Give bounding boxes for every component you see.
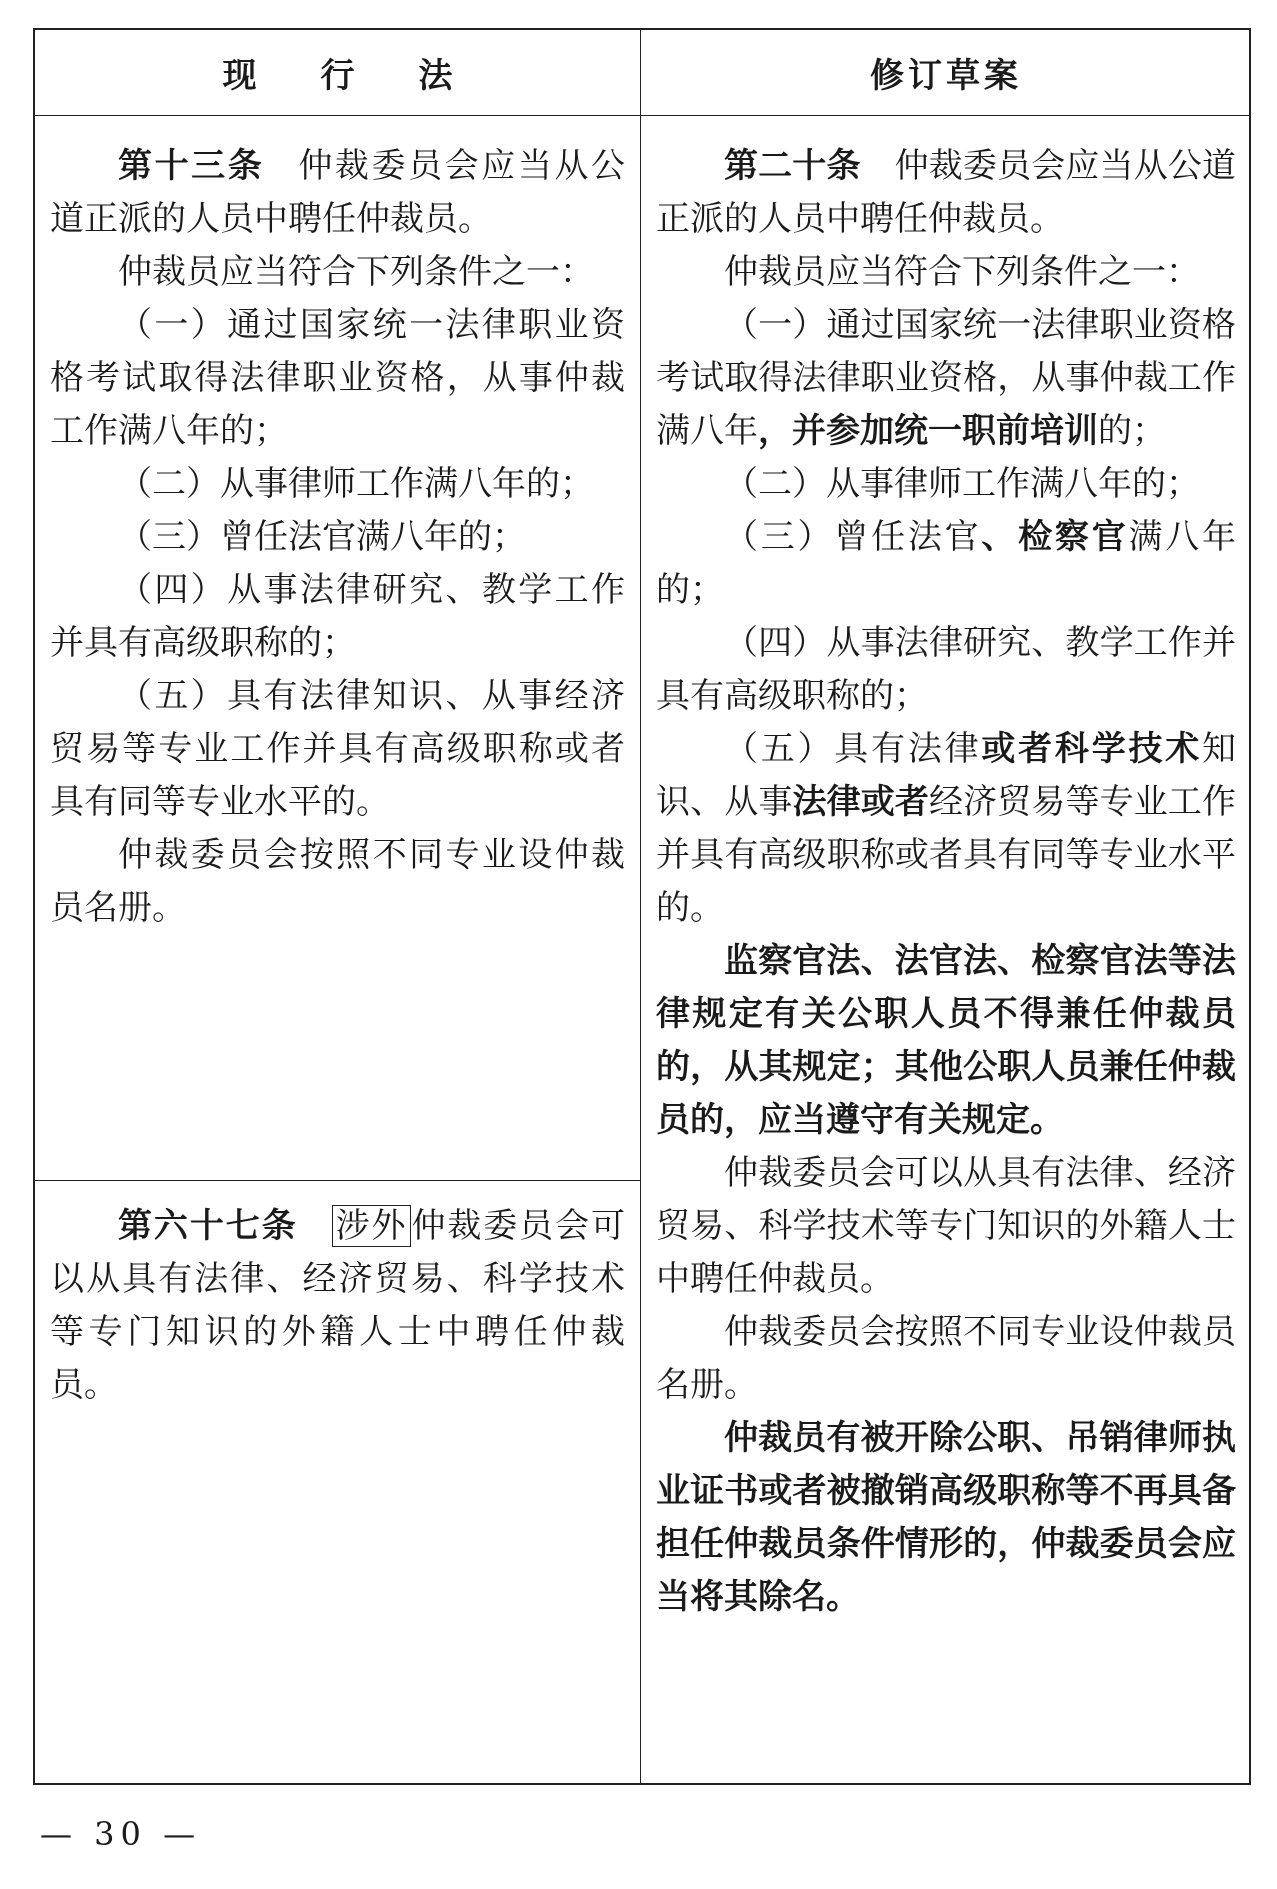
added-text: 、检察官 bbox=[981, 517, 1129, 557]
article-title: 第十三条 bbox=[118, 146, 265, 186]
added-paragraph: 监察官法、法官法、检察官法等法律规定有关公职人员不得兼任仲裁员的，从其规定；其他公职人员兼任仲裁员的，应当遵守有关规定。 bbox=[656, 941, 1236, 1140]
paragraph: （五）具有法律或者科学技术知识、从事法律或者经济贸易等专业工作并具有高级职称或者具有同等专业水平的。 bbox=[656, 729, 1237, 928]
comparison-table bbox=[33, 28, 1251, 1785]
paragraph: （一）通过国家统一法律职业资格考试取得法律职业资格，从事仲裁工作满八年的； bbox=[50, 305, 625, 451]
current-article-13: 第十三条 仲裁委员会应当从公道正派的人员中聘任仲裁员。 仲裁员应当符合下列条件之一： （一）通过国家统一法律职业资格考试取得法律职业资格，从事仲裁工作满八年的； （二）从事律师工作满八年的； （三）曾任法官满八年的； （四）从事法律研究、教学工作并具有高级职称的； （五）具有法律知识、从事经济贸易等专业工作并具有高级职称或者具有同等专业水平的。 仲裁委员会按照不同专业设仲裁员名册。 bbox=[50, 140, 625, 935]
paragraph: 仲裁委员会按照不同专业设仲裁员名册。 bbox=[50, 835, 625, 928]
paragraph: 仲裁员应当符合下列条件之一： bbox=[724, 252, 1200, 292]
header-revision-draft: 修订草案 bbox=[870, 56, 1022, 96]
paragraph: （二）从事律师工作满八年的； bbox=[724, 464, 1200, 504]
paragraph: 仲裁委员会可以从具有法律、经济贸易、科学技术等专门知识的外籍人士中聘任仲裁员。 bbox=[656, 1153, 1236, 1299]
article-title: 第六十七条 bbox=[118, 1206, 298, 1246]
column-divider bbox=[640, 30, 641, 1783]
paragraph: （三）曾任法官满八年的； bbox=[118, 517, 526, 557]
header-divider bbox=[35, 115, 1249, 116]
draft-article-20: 第二十条 仲裁委员会应当从公道正派的人员中聘任仲裁员。 仲裁员应当符合下列条件之一： （一）通过国家统一法律职业资格考试取得法律职业资格，从事仲裁工作满八年，并参加统一职前培训的； （二）从事律师工作满八年的； （三）曾任法官、检察官满八年的； （四）从事法律研究、教学工作并具有高级职称的； （五）具有法律或者科学技术知识、从事法律或者经济贸易等专业工作并具有高级职称或者具有同等专业水平的。 监察官法、法官法、检察官法等法律规定有关公职人员不得兼任仲裁员的，从其规定；其他公职人员兼任仲裁员的，应当遵守有关规定。 仲裁委员会可以从具有法律、经济贸易、科学技术等专门知识的外籍人士中聘任仲裁员。 仲裁委员会按照不同专业设仲裁员名册。 仲裁员有被开除公职、吊销律师执业证书或者被撤销高级职称等不再具备担任仲裁员条件情形的，仲裁委员会应当将其除名。 bbox=[656, 140, 1236, 1624]
paragraph: （一）通过国家统一法律职业资格考试取得法律职业资格，从事仲裁工作满八年，并参加统一职前培训的； bbox=[656, 305, 1236, 451]
added-text: 法律或者 bbox=[792, 782, 929, 822]
paragraph: （二）从事律师工作满八年的； bbox=[118, 464, 594, 504]
paragraph: （四）从事法律研究、教学工作并具有高级职称的； bbox=[50, 570, 625, 663]
added-text: ，并参加统一职前培训 bbox=[758, 411, 1098, 451]
paragraph: 仲裁员应当符合下列条件之一： bbox=[118, 252, 594, 292]
left-row-divider bbox=[35, 1180, 640, 1181]
current-article-67: 第六十七条 涉外 仲裁委员会可以从具有法律、经济贸易、科学技术等专门知识的外籍人士中聘任仲裁员。 bbox=[50, 1206, 626, 1405]
added-text: 或者科学技术 bbox=[981, 729, 1203, 769]
header-current-law: 现 行 法 bbox=[222, 56, 479, 96]
added-paragraph: 仲裁员有被开除公职、吊销律师执业证书或者被撤销高级职称等不再具备担任仲裁员条件情形的，仲裁委员会应当将其除名。 bbox=[656, 1418, 1236, 1617]
paragraph: 仲裁委员会按照不同专业设仲裁员名册。 bbox=[656, 1312, 1236, 1405]
paragraph: （四）从事法律研究、教学工作并具有高级职称的； bbox=[656, 623, 1236, 716]
boxed-deleted-term: 涉外 bbox=[332, 1205, 412, 1247]
paragraph: （五）具有法律知识、从事经济贸易等专业工作并具有高级职称或者具有同等专业水平的。 bbox=[50, 676, 625, 822]
page-number: — 30 — bbox=[40, 1815, 202, 1853]
paragraph: （三）曾任法官、检察官满八年的； bbox=[656, 517, 1237, 610]
article-title: 第二十条 bbox=[724, 146, 861, 186]
